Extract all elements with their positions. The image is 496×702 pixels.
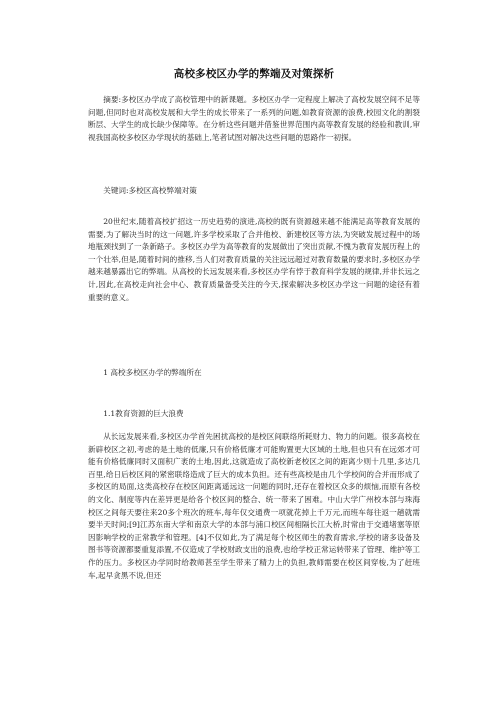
- subsection-heading: 1.1教育资源的巨大浪费: [103, 409, 184, 418]
- intro-paragraph: 20世纪末,随着高校扩招这一历史趋势的演进,高校的既有资源越来越不能满足高等教育发展的需要,为了解决当时的这一问题,许多学校采取了合并他校、新建校区等方法,为突破发展过程中的场地瓶颈找到了一条新路子。多校区办学为高等教育的发展做出了突出贡献,不愧为教育发展历程上的一个壮举,但是,随着时间的推移,当人们对教育质量的关注远远超过对教育数量的要求时,多校区办学越来越暴露出它的弊端。从高校的长远发展来看,多校区办学有悖于教育科学发展的规律,并非长远之计,因此,在高校走向社会中心、教育质量备受关注的今天,探索解决多校区办学这一问题的途径有着重要的意义。: [88, 217, 420, 302]
- keywords-line: 关键词:多校区高校弊端对策: [103, 186, 197, 195]
- section-heading: 1 高校多校区办学的弊端所在: [103, 368, 202, 377]
- abstract-paragraph: 摘要:多校区办学成了高校管理中的新课题。多校区办学一定程度上解决了高校发展空间不足等问题,但同时也对高校发展和大学生的成长带来了一系列的问题,如教育资源的浪费,校园文化的割裂断层、大学生的成长缺少保障等。在分析这些问题并借鉴世界范围内高等教育发展的经验和教训,审视我国高校多校区办学现状的基础上,笔者试图对解决这些问题的思路作一初探。: [88, 95, 420, 142]
- document-title: 高校多校区办学的弊端及对策探析: [173, 68, 335, 80]
- body-paragraph: 从长远发展来看,多校区办学首先困扰高校的是校区间联络所耗财力、物力的问题。很多高校在新辟校区之初,考虑的是土地的低廉,只有价格低廉才可能购置更大区域的土地,但也只有在远郊才可能有价格低廉同时又面积广袤的土地,因此,这就造成了高校新老校区之间的距离少则十几里,多达几百里,给日后校区间的紧密联络造成了巨大的成本负担。还有些高校是由几个学校间的合并而形成了多校区的局面,这类高校存在校区间距离遥远这一问题的同时,还存在着校区众多的烦恼,而原有各校的文化、制度等内在差异更是给各个校区间的整合、统一带来了困难。中山大学广州校本部与珠海校区之间每天要往来20多个班次的班车,每年仅交通费一项就花掉上千万元,而班车每往返一趟就需要半天时间;[9]江苏东南大学和南京大学的本部与浦口校区间相隔长江大桥,时常由于交通堵塞等原因影响学校的正常教学和管理。[4]不仅如此,为了满足每个校区师生的教育需求,学校的诸多设备及图书等资源都要重复添置,不仅造成了学校财政支出的浪费,也给学校正常运转带来了管理、维护等工作的压力。多校区办学同时给教师甚至学生带来了精力上的负担,教师需要在校区间穿梭,为了赶班车,起早贪黑不说,但还: [88, 432, 420, 580]
